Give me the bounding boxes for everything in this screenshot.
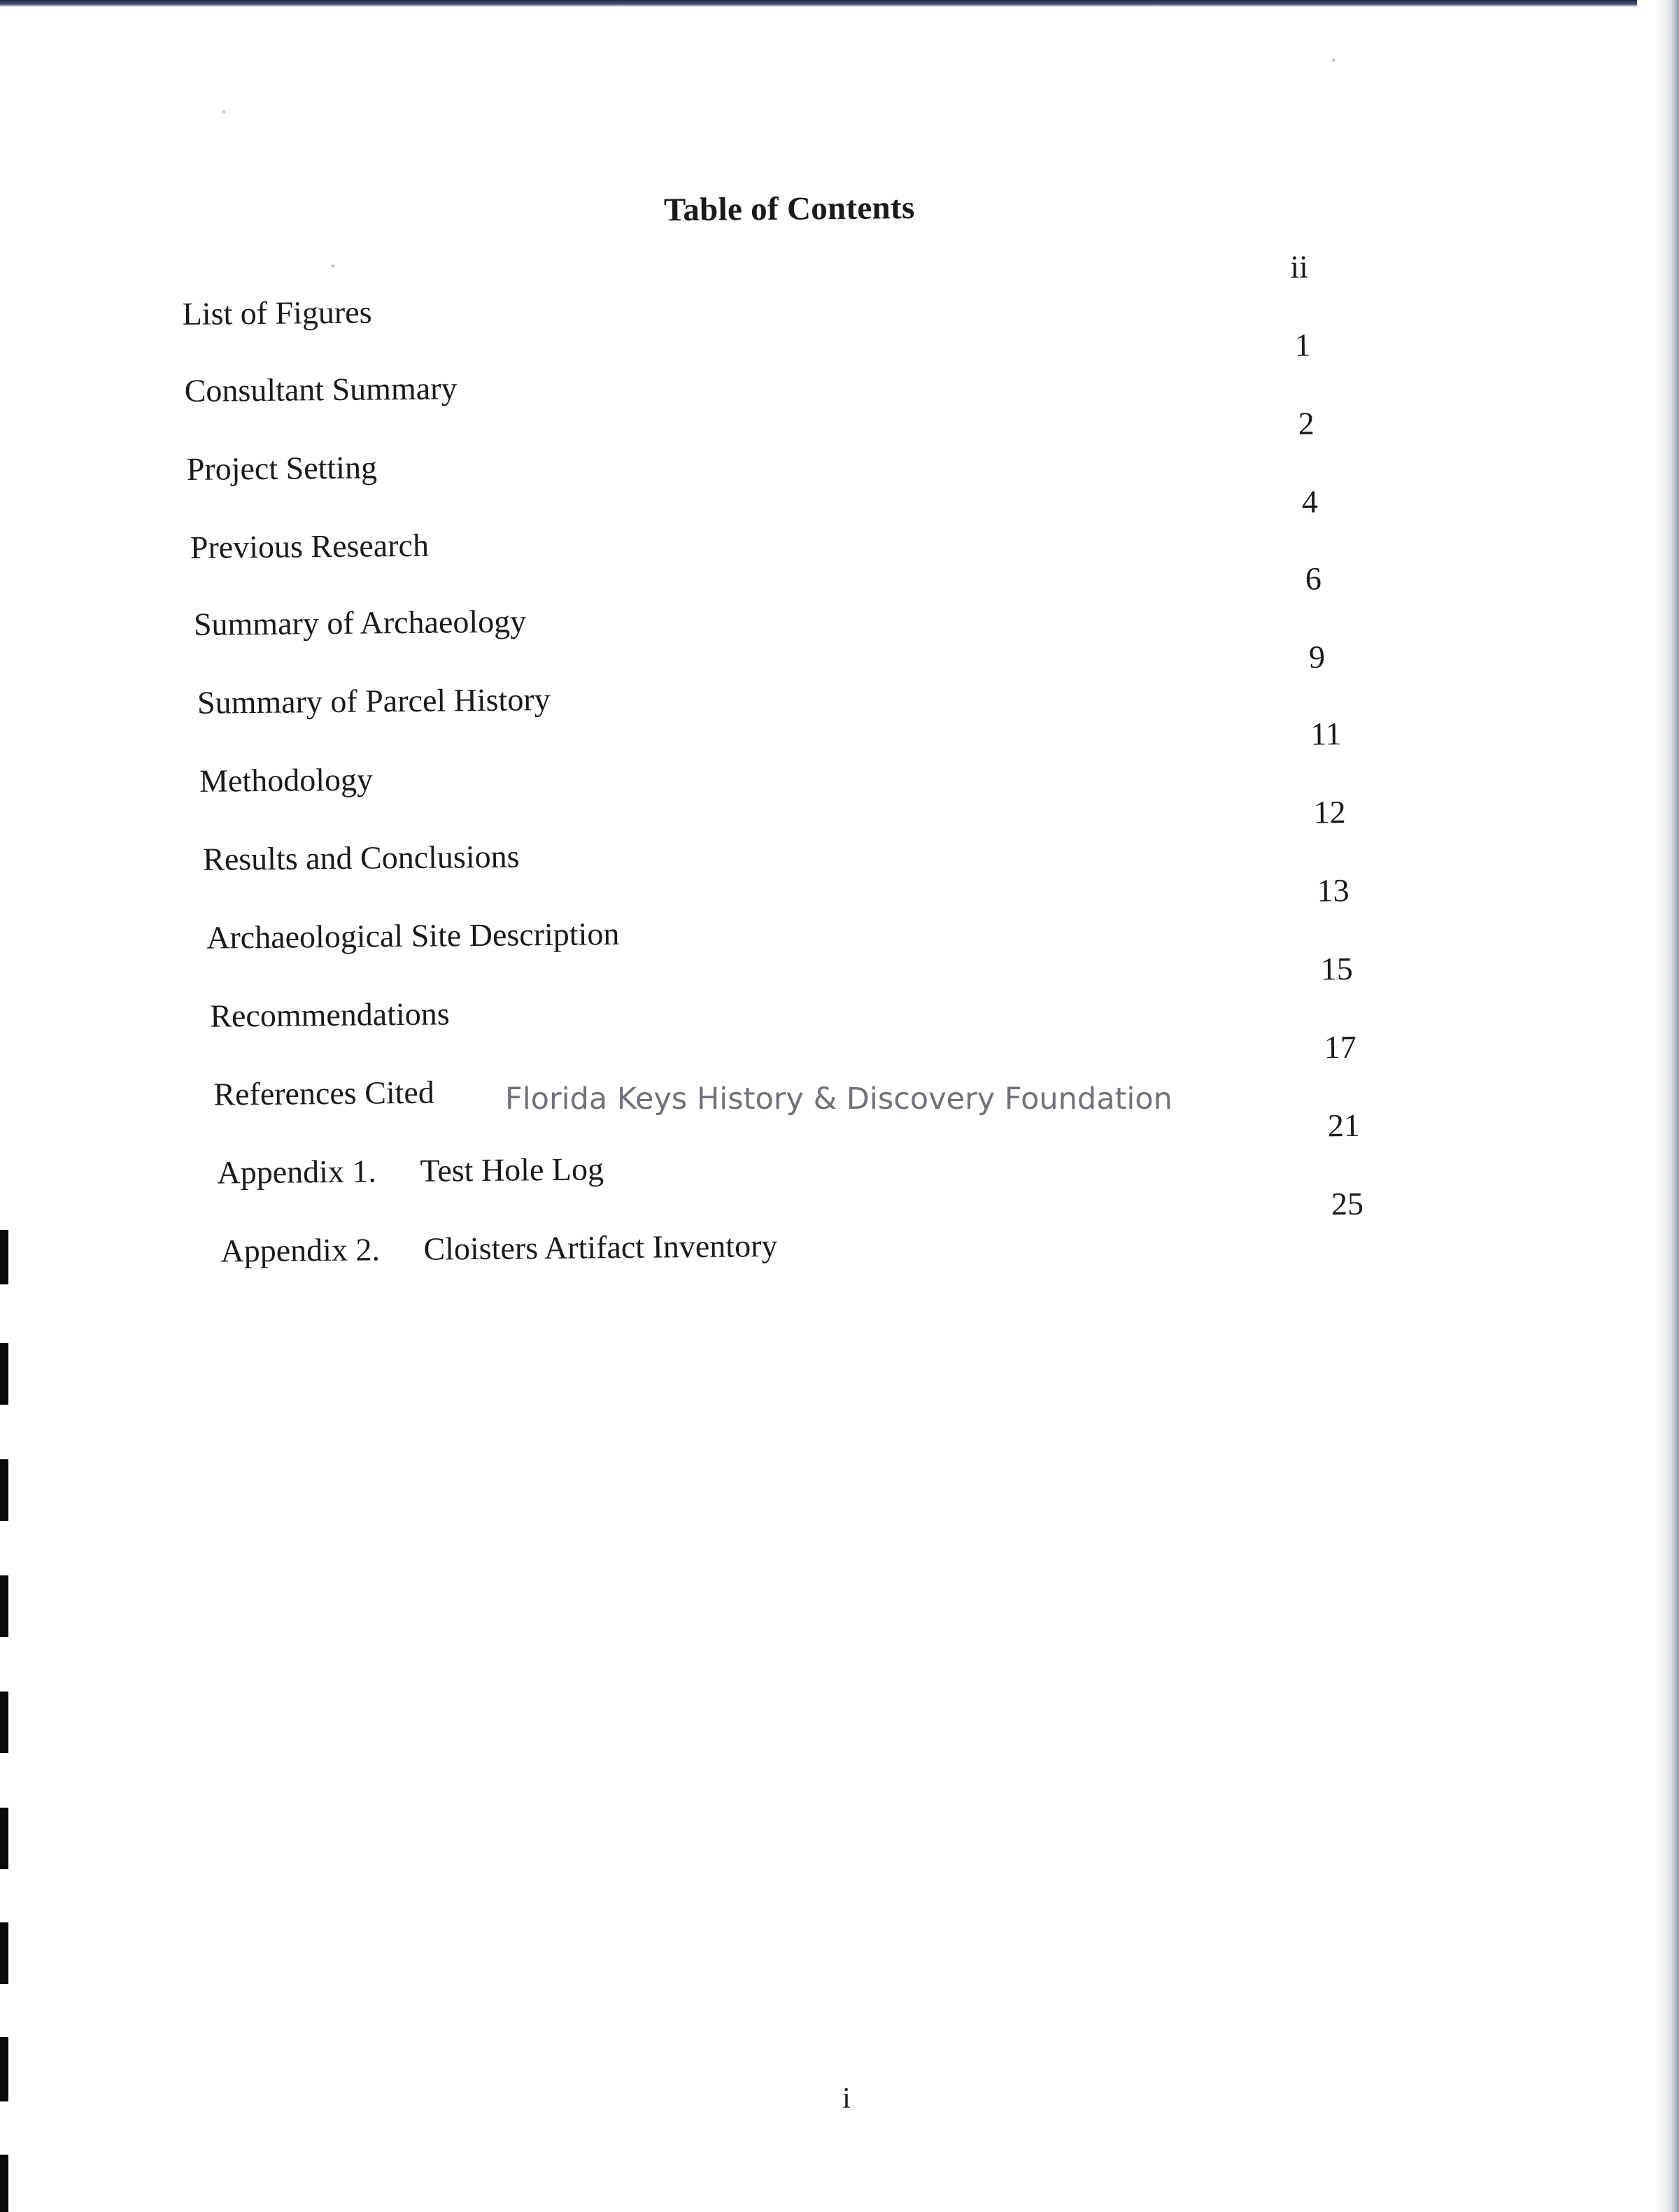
toc-entry-label: Project Setting	[186, 449, 378, 487]
toc-entry-prefix: Appendix 2.	[220, 1231, 381, 1269]
toc-entry-page: 11	[1310, 716, 1342, 752]
toc-entry-label	[220, 1227, 777, 1270]
toc-entry-title: Cloisters Artifact Inventory	[423, 1227, 778, 1267]
binding-hole	[0, 1692, 8, 1753]
watermark: Florida Keys History & Discovery Foundation	[505, 1082, 1173, 1116]
toc-entry-prefix: Appendix 1.	[217, 1153, 377, 1191]
page-number: i	[842, 2083, 851, 2115]
toc-entry-page: 12	[1313, 794, 1346, 830]
toc-entry-label: List of Figures	[182, 294, 372, 332]
toc-entry-page: 21	[1327, 1107, 1361, 1144]
toc-entry-page: ii	[1290, 248, 1309, 285]
toc-title: Table of Contents	[663, 189, 915, 229]
toc-entry-page: 4	[1301, 483, 1319, 520]
toc-entry-label: Summary of Parcel History	[197, 681, 551, 721]
toc-entry-label: Consultant Summary	[184, 370, 458, 409]
binding-hole	[0, 2037, 8, 2101]
toc-entry-page: 1	[1294, 327, 1311, 363]
binding-hole	[0, 1808, 8, 1869]
toc-entry-label: Methodology	[199, 761, 374, 799]
toc-entry-page: 9	[1308, 639, 1326, 675]
toc-entry-label: Recommendations	[210, 995, 450, 1034]
toc-entry-label: Archaeological Site Description	[206, 916, 620, 956]
binding-hole	[0, 1922, 8, 1984]
toc-entry-page: 2	[1298, 405, 1315, 441]
toc-entry-page: 13	[1317, 872, 1349, 909]
toc-entry-label: Previous Research	[190, 527, 430, 565]
toc-entry-page: 15	[1320, 951, 1353, 987]
binding-hole	[0, 1575, 8, 1637]
toc-entry-label: Results and Conclusions	[202, 838, 520, 877]
binding-hole	[0, 2155, 8, 2212]
toc-entry-label: References Cited	[213, 1074, 435, 1112]
toc-entry-page: 6	[1305, 560, 1322, 597]
toc-entry-page: 25	[1331, 1185, 1364, 1222]
toc-entry-label: Summary of Archaeology	[193, 603, 527, 642]
toc-entry-title: Test Hole Log	[420, 1151, 604, 1189]
toc-entry-label	[217, 1150, 604, 1191]
toc-entry-page: 17	[1324, 1028, 1357, 1065]
